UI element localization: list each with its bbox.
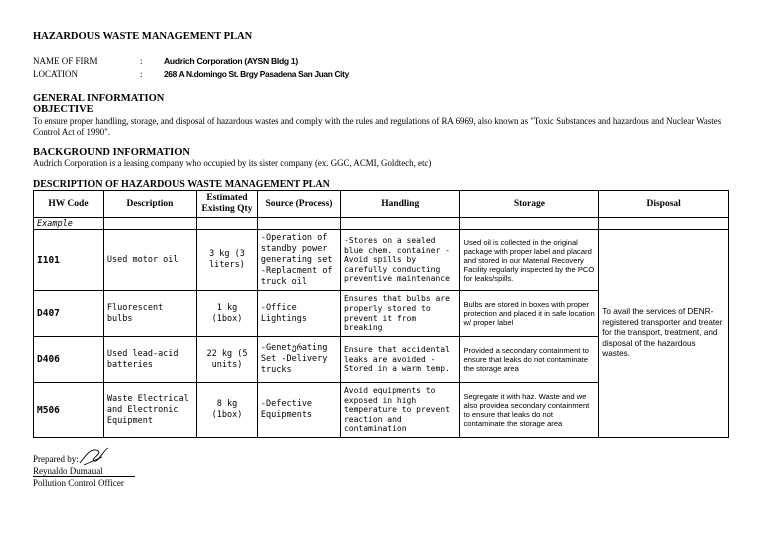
hazardous-waste-table: [33, 190, 729, 438]
row-storage: Provided a secondary containment to ensure that leaks do not contaminate the storage area: [460, 337, 599, 383]
row-hw-code: I101: [34, 230, 104, 291]
header-source: Source (Process): [257, 191, 340, 218]
row-storage: Bulbs are stored in boxes with proper protection and placed it in safe location w/ proper label: [460, 291, 599, 337]
row-handling: Ensures that bulbs are properly stored to prevent it from breaking: [340, 291, 460, 337]
row-source: -Operation of standby power generating set -Replacment of truck oil: [257, 230, 340, 291]
table-heading: DESCRIPTION OF HAZARDOUS WASTE MANAGEMENT PLAN: [33, 179, 330, 190]
objective-text: To ensure proper handling, storage, and disposal of hazardous wastes and comply with the rules and regulations of RA 6969, also known as "Toxic Substances and hazardous and Nuclear Wastes Control Act of 1990".: [33, 116, 722, 137]
firm-label: NAME OF FIRM: [33, 56, 98, 66]
location-value: 268 A N.domingo St. Brgy Pasadena San Juan City: [164, 69, 349, 79]
row-handling: Avoid equipments to exposed in high temperature to prevent reaction and contamination: [340, 383, 460, 438]
objective-heading: OBJECTIVE: [33, 104, 94, 115]
row-storage: Segregate it with haz. Waste and we also providea secondary containment to ensure that leaks do not contaminate the storage area: [460, 383, 599, 438]
row-storage: Used oil is collected in the original package with proper label and placard and stored in our Material Recovery Facility regularly inspected by the PCO for leaks/spills.: [460, 230, 599, 291]
header-storage: Storage: [460, 191, 599, 218]
background-text: Audrich Corporation is a leasing company who occupied by its sister company (ex. GGC, ACMI, Goldtech, etc): [33, 158, 432, 168]
header-hw-code: HW Code: [34, 191, 104, 218]
header-description: Description: [103, 191, 196, 218]
row-hw-code: M506: [34, 383, 104, 438]
row-description: Used lead-acid batteries: [103, 337, 196, 383]
location-label: LOCATION: [33, 69, 78, 79]
firm-colon: :: [140, 56, 143, 66]
header-estimated-qty: Estimated Existing Qty: [197, 191, 258, 218]
row-hw-code: D407: [34, 291, 104, 337]
row-hw-code: D406: [34, 337, 104, 383]
prepared-by-label: Prepared by:: [33, 454, 79, 464]
row-qty: 1 kg (1box): [197, 291, 258, 337]
background-heading: BACKGROUND INFORMATION: [33, 147, 191, 158]
row-description: Used motor oil: [103, 230, 196, 291]
header-disposal: Disposal: [599, 191, 729, 218]
location-colon: :: [140, 69, 143, 79]
example-label: Example: [34, 218, 104, 230]
firm-value: Audrich Corporation (AYSN Bldg 1): [164, 56, 298, 66]
row-handling: -Stores on a sealed blue chem. container -Avoid spills by carefully conducting preventive maintenance: [340, 230, 460, 291]
row-source: -Genetერating Set -Delivery trucks: [257, 337, 340, 383]
general-info-heading: GENERAL INFORMATION: [33, 93, 165, 104]
document-title: HAZARDOUS WASTE MANAGEMENT PLAN: [33, 31, 253, 42]
preparer-name: Reynaldo Dumaual: [33, 466, 135, 477]
row-source: -Office Lightings: [257, 291, 340, 337]
row-source: -Defective Equipments: [257, 383, 340, 438]
table-row: [34, 230, 729, 291]
header-handling: Handling: [340, 191, 460, 218]
row-qty: 8 kg (1box): [197, 383, 258, 438]
row-description: Waste Electrical and Electronic Equipment: [103, 383, 196, 438]
table-header-row: [34, 191, 729, 218]
row-qty: 22 kg (5 units): [197, 337, 258, 383]
example-row: [34, 218, 729, 230]
preparer-position: Pollution Control Officer: [33, 478, 124, 488]
row-description: Fluorescent bulbs: [103, 291, 196, 337]
row-handling: Ensure that accidental leaks are avoided -Stored in a warm temp.: [340, 337, 460, 383]
signature-scribble-icon: [78, 445, 110, 467]
row-qty: 3 kg (3 liters): [197, 230, 258, 291]
disposal-cell: To avail the services of DENR-registered transporter and treater for the transport, treatment, and disposal of the hazardous wastes.: [599, 230, 729, 438]
